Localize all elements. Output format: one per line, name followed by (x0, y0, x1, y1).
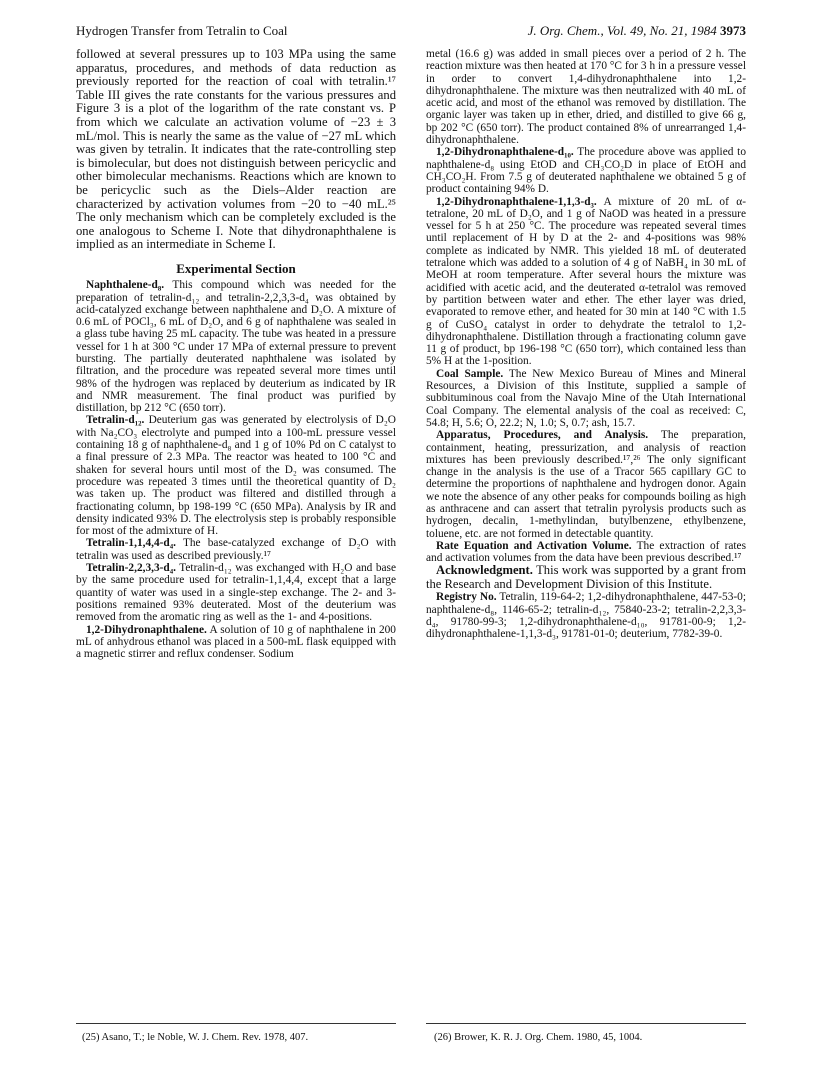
paragraph-body: Tetralin, 119-64-2; 1,2-dihydronaphthalene, 447-53-0; naphthalene-d₈, 1146-65-2; tetralin-d₁₂, 75840-23-2; tetralin-2,2,3,3-d₄, 91780-99-3; 1,2-dihydronaphthalene-d₁₀, 91781-00-9; 1,2-dihydronaphthalene-1,1,3-d₃, 91781-01-0; deuterium, 7782-39-0. (426, 591, 746, 641)
paragraph-naphthalene-d8 (76, 279, 396, 414)
page-number: 3973 (720, 23, 746, 38)
paragraph-body: Deuterium gas was generated by electrolysis of D₂O with Na₂CO₃ electrolyte and pumped into a 100-mL pressure vessel containing 18 g of naphthalene-d₈ and 1 g of 10% Pd on C catalyst to a final pressure of 2.3 MPa. The reactor was heated to 100 °C and shaken for several hours until most of the D₂ was consumed. The procedure was repeated 3 times until the theoretical quantity of D₂ was taken up. The product was filtered and distilled through a fractionating column, bp 198-199 °C (650 MPa). Analysis by IR and density indicated 93% D. The electrolysis step is probably responsible for most of the admixture of H. (76, 414, 396, 538)
footnote-divider-right (426, 1023, 746, 1024)
paragraph-tetralin-1144-d4 (76, 537, 396, 562)
footnote-divider-left (76, 1023, 396, 1024)
paragraph-title: 1,2-Dihydronaphthalene-1,1,3-d₃. (436, 195, 597, 208)
paragraph-tetralin-d12 (76, 414, 396, 537)
paragraph-body: A solution of 10 g of naphthalene in 200 mL of anhydrous ethanol was placed in a 500-mL flask equipped with a magnetic stirrer and reflux condenser. Sodium (76, 623, 396, 661)
paragraph-results: followed at several pressures up to 103 MPa using the same apparatus, procedures, and methods of data reduction as previously reported for the reaction of coal with tetralin.¹⁷ Table III gives the rate constants for the various pressures and Figure 3 is a plot of the logarithm of the rate constant vs. P from which we calculate an activation volume of −23 ± 3 mL/mol. This is nearly the same as the value of −27 mL which was given by tetralin. It indicates that the rate-controlling step is bimolecular, but does not distinguish between pericyclic and other bimolecular mechanisms. Reactions which are known to be pericyclic such as the Diels–Alder reaction are characterized by activation volumes from −20 to −40 mL.²⁵ The only mechanism which can be completely excluded is the one analogous to Scheme I. Note that dihydronaphthalene is implied as an intermediate in Scheme I. (76, 47, 396, 252)
paragraph-title: Tetralin-2,2,3,3-d₄. (86, 562, 176, 575)
journal-name: J. Org. Chem., (527, 23, 604, 38)
paragraph-acknowledgment (426, 564, 746, 591)
paragraph-title: 1,2-Dihydronaphthalene. (86, 623, 207, 636)
paragraph-body: The extraction of rates and activation volumes from the data have been previous described.¹⁷ (426, 539, 746, 565)
paragraph-dihydronaphthalene-d3 (426, 196, 746, 368)
paragraph-dihydronaphthalene-d10 (426, 146, 746, 195)
paragraph-title: 1,2-Dihydronaphthalene-d₁₀. (436, 146, 574, 159)
paragraph-title: Naphthalene-d₈. (86, 279, 165, 292)
journal-citation (528, 23, 746, 39)
paragraph-tetralin-2233-d4 (76, 562, 396, 623)
paragraph-body: A mixture of 20 mL of α-tetralone, 20 mL of D₂O, and 1 g of NaOD was heated in a pressure vessel for 5 h at 250 °C. The procedure was repeated several times until replacement of H by D at the 2- and 4-positions was 98% complete as indicated by NMR. This yielded 18 mL of deuterated tetralone which was added to a solution of 4 g of NaBH₄ in 30 mL of MeOH at room temperature. After several hours the mixture was acidified with acetic acid, and the deuterated α-tetralol was removed by partition between water and ether. The ether layer was dried, evaporated to remove ether, and heated for 30 min at 140 °C with 1.5 g of CuSO₄ catalyst in order to dehydrate the tetralol to 1,2-dihydronaphthalene. Distillation through a fractionating column gave 11 g of product, bp 196-198 °C (650 torr), which contained less than 5% H at the 1-position. (426, 195, 746, 368)
paragraph-body: The base-catalyzed exchange of D₂O with tetralin was used as described previously.¹⁷ (76, 537, 396, 562)
paragraph-dihydronaphthalene (76, 624, 396, 661)
paragraph-title: Coal Sample. (436, 367, 504, 380)
paragraph-title: Registry No. (436, 591, 497, 604)
right-column (426, 48, 746, 640)
paragraph-body: The procedure above was applied to naphthalene-d₈ using EtOD and CH₃CO₂D in place of EtOH and CH₃CO₂H. From 7.5 g of deuterated naphthalene we obtained 5 g of product containing 94% D. (426, 146, 746, 196)
paragraph-registry (426, 591, 746, 640)
paragraph-continued: metal (16.6 g) was added in small pieces over a period of 2 h. The reaction mixture was then heated at 170 °C for 3 h in a pressure vessel in order to convert 1,4-dihydronaphthalene into 1,2-dihydronaphthalene. The mixture was then neutralized with 40 mL of acetic acid, and most of the ethanol was removed by distillation. The organic layer was taken up in ether, dried, and distilled to give 66 g, bp 202 °C (650 torr). The product contained 8% of unrearranged 1,4-dihydronaphthalene. (426, 48, 746, 147)
paragraph-title: Acknowledgment. (436, 563, 533, 578)
running-header (76, 23, 746, 41)
paragraph-title: Tetralin-1,1,4,4-d₄. (86, 537, 176, 550)
paragraph-body: This compound which was needed for the preparation of tetralin-d₁₂ and tetralin-2,2,3,3-d₄ was obtained by acid-catalyzed exchange between naphthalene and D₂O. A mixture of 0.6 mL of POCl₃, 6 mL of D₂O, and 6 g of naphthalene was sealed in a glass tube having 25 mL capacity. The tube was heated in a pressure vessel for 1 h at 300 °C under 17 MPa of external pressure to prevent bursting. The partially deuterated naphthalene was isolated by filtration, and the procedure was repeated several more times until 98% of the hydrogen was replaced by deuterium as indicated by IR and NMR measurement. The final product was purified by distillation, bp 212 °C (650 torr). (76, 279, 396, 415)
paragraph-body: This work was supported by a grant from the Research and Development Division of this Institute. (426, 563, 747, 591)
footnote-25: (25) Asano, T.; le Noble, W. J. Chem. Rev. 1978, 407. (82, 1032, 309, 1043)
paragraph-title: Apparatus, Procedures, and Analysis. (436, 429, 649, 442)
paragraph-body: The New Mexico Bureau of Mines and Mineral Resources, a Division of this Institute, supplied a sample of subbituminous coal from the Navajo Mine of the Utah International Coal Company. The elemental analysis of the coal as received: C, 54.8; H, 5.6; O, 22.2; N, 1.0; S, 0.7; ash, 15.7. (426, 367, 746, 429)
paragraph-body: The preparation, containment, heating, pressurization, and analysis of reaction mixtures has been previously described.¹⁷,²⁶ The only significant change in the analysis is the use of a Tracor 565 capillary GC to determine the proportions of naphthalene and hydrogen donor. Again we note the absence of any other peaks for compounds boiling as high as anthracene and can assert that tetralin pyrolysis products such as hydrogen, decalin, 1-methylindan, butylbenzene, ethylbenzene, toluene, etc. are not formed in detectable quantity. (426, 429, 746, 540)
paragraph-title: Rate Equation and Activation Volume. (436, 539, 632, 552)
paragraph-body: Tetralin-d₁₂ was exchanged with H₂O and base by the same procedure used for tetralin-1,1,4,4, except that a large quantity of water was used in a single-step exchange. The 2- and 3-positions remained 93% deuterated. Most of the deuterium was removed from the aromatic ring as well as the 1- and 4-positions. (76, 562, 396, 624)
paragraph-rate-equation (426, 540, 746, 565)
paragraph-title: Tetralin-d₁₂. (86, 414, 145, 427)
footnote-26: (26) Brower, K. R. J. Org. Chem. 1980, 45, 1004. (434, 1032, 643, 1043)
paragraph-apparatus (426, 429, 746, 540)
left-column (76, 48, 396, 660)
journal-volume: Vol. 49, No. 21, 1984 (606, 23, 717, 38)
section-heading-experimental: Experimental Section (176, 260, 296, 276)
running-title: Hydrogen Transfer from Tetralin to Coal (76, 23, 288, 38)
paragraph-coal-sample (426, 368, 746, 429)
